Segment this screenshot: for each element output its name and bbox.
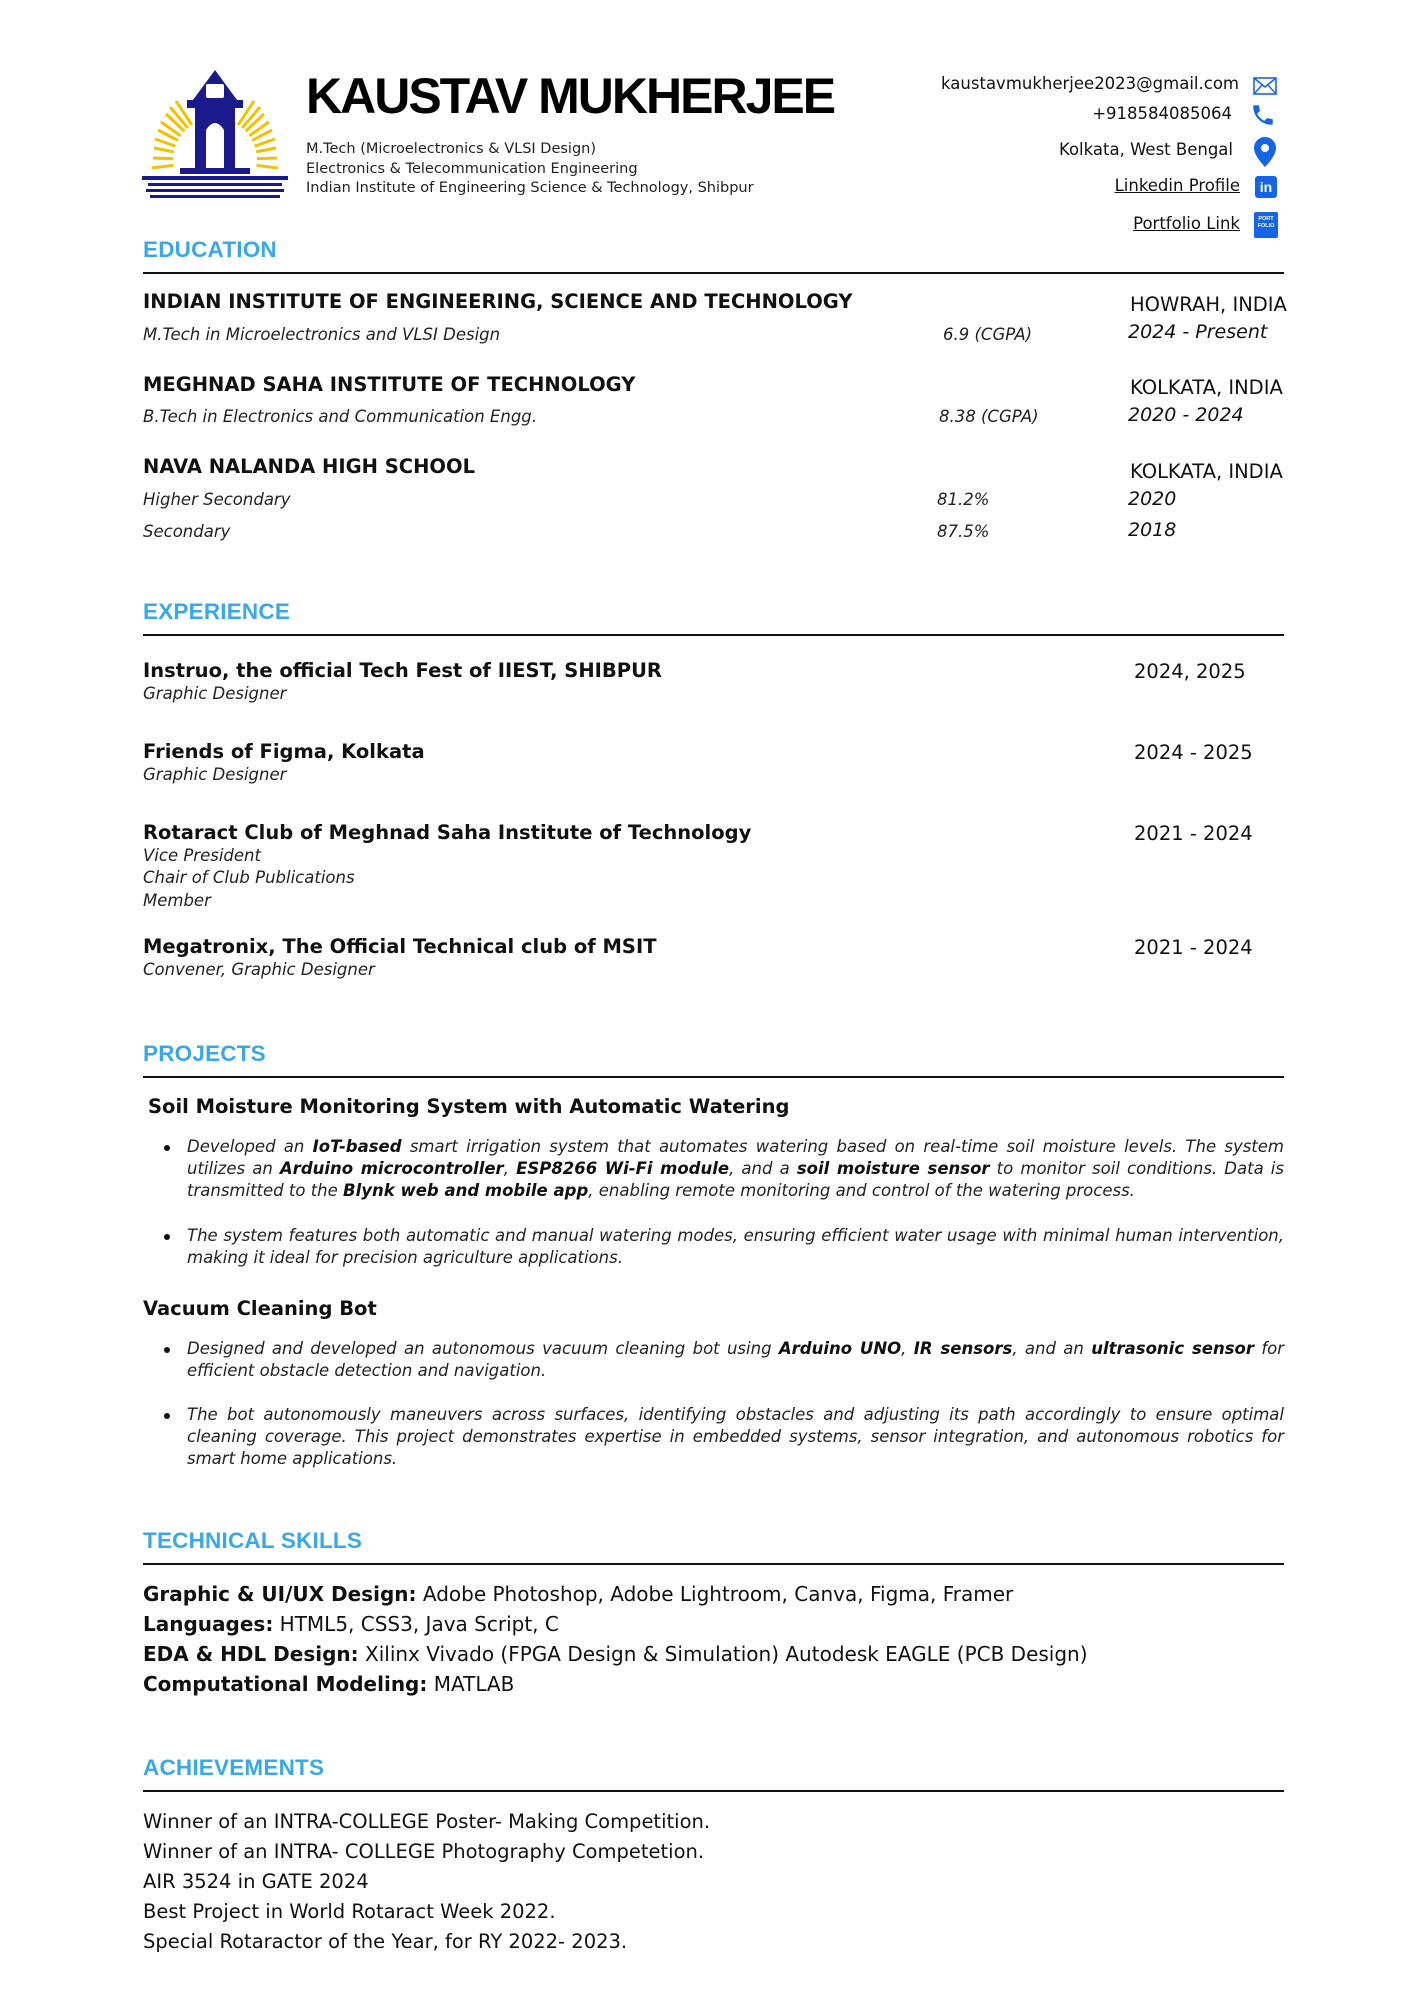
project-bullet bbox=[187, 1338, 1284, 1382]
edu-grade: 87.5% bbox=[937, 522, 990, 541]
exp-dates: 2024, 2025 bbox=[1134, 660, 1246, 683]
edu-years: 2018 bbox=[1128, 519, 1177, 541]
skill-value: MATLAB bbox=[427, 1672, 515, 1696]
email-text[interactable]: kaustavmukherjee2023@gmail.com bbox=[941, 74, 1239, 93]
bullet-text: Developed an bbox=[187, 1137, 313, 1156]
projects-heading: PROJECTS bbox=[143, 1041, 266, 1066]
edu-grade: 6.9 (CGPA) bbox=[943, 325, 1033, 344]
exp-role: Member bbox=[143, 891, 211, 910]
bullet-highlight: soil moisture sensor bbox=[796, 1159, 990, 1178]
bullet-text: for efficient obstacle detection and navigation. bbox=[187, 1339, 1285, 1380]
edu-institution: INDIAN INSTITUTE OF ENGINEERING, SCIENCE AND TECHNOLOGY bbox=[143, 290, 853, 313]
exp-organization: Friends of Figma, Kolkata bbox=[143, 740, 425, 763]
bullet-text: The system features both automatic and manual watering modes, ensuring efficient water usage with minimal human intervention, making it ideal for precision agriculture applications. bbox=[187, 1226, 1284, 1267]
bullet-text: smart irrigation system that automates watering based on real-time soil moisture levels. The system utilizes an bbox=[187, 1137, 1285, 1178]
bullet-highlight: ultrasonic sensor bbox=[1091, 1339, 1254, 1358]
experience-heading: EXPERIENCE bbox=[143, 599, 291, 624]
skill-label: Languages: bbox=[143, 1612, 274, 1636]
bullet-text: The bot autonomously maneuvers across surfaces, identifying obstacles and adjusting its path accordingly to ensure optimal cleaning coverage. This project demonstrates expertise in embedded systems, sensor integration, and autonomous robotics for smart home applications. bbox=[187, 1405, 1284, 1468]
edu-grade: 81.2% bbox=[937, 490, 990, 509]
edu-degree: Higher Secondary bbox=[143, 490, 291, 509]
edu-years: 2024 - Present bbox=[1128, 321, 1268, 343]
edu-years: 2020 - 2024 bbox=[1128, 404, 1244, 426]
edu-location: KOLKATA, INDIA bbox=[1130, 376, 1283, 399]
bullet-text: , bbox=[503, 1159, 517, 1178]
exp-role: Chair of Club Publications bbox=[143, 868, 355, 887]
achievement-item: Special Rotaractor of the Year, for RY 2022- 2023. bbox=[143, 1930, 628, 1953]
bullet-text: to monitor soil conditions. Data is transmitted to the bbox=[187, 1159, 1284, 1200]
skill-line bbox=[143, 1612, 559, 1636]
skill-value: Adobe Photoshop, Adobe Lightroom, Canva, Figma, Framer bbox=[416, 1582, 1014, 1606]
exp-role: Graphic Designer bbox=[143, 684, 287, 703]
skill-line bbox=[143, 1642, 1088, 1666]
exp-role: Graphic Designer bbox=[143, 765, 287, 784]
edu-degree: B.Tech in Electronics and Communication Engg. bbox=[143, 407, 538, 426]
achievements-heading: ACHIEVEMENTS bbox=[143, 1755, 325, 1780]
education-heading: EDUCATION bbox=[143, 237, 277, 262]
mail-icon bbox=[1253, 77, 1277, 95]
bullet-text: , bbox=[901, 1339, 914, 1358]
location-text: Kolkata, West Bengal bbox=[1058, 140, 1233, 159]
subtitle-department: Electronics & Telecommunication Engineering bbox=[306, 160, 638, 177]
exp-organization: Rotaract Club of Meghnad Saha Institute of Technology bbox=[143, 821, 752, 844]
project-bullet bbox=[187, 1225, 1284, 1269]
exp-dates: 2021 - 2024 bbox=[1134, 822, 1253, 845]
project-title: Vacuum Cleaning Bot bbox=[143, 1297, 377, 1320]
project-title: Soil Moisture Monitoring System with Automatic Watering bbox=[148, 1095, 790, 1118]
location-pin-icon bbox=[1254, 137, 1276, 167]
achievement-item: AIR 3524 in GATE 2024 bbox=[143, 1870, 369, 1893]
edu-grade: 8.38 (CGPA) bbox=[939, 407, 1039, 426]
bullet-highlight: Blynk web and mobile app bbox=[343, 1181, 589, 1200]
projects-divider bbox=[143, 1076, 1284, 1078]
skill-label: Graphic & UI/UX Design: bbox=[143, 1582, 417, 1606]
bullet-text: Designed and developed an autonomous vacuum cleaning bot using bbox=[187, 1339, 779, 1358]
edu-degree: M.Tech in Microelectronics and VLSI Design bbox=[143, 325, 501, 344]
linkedin-link[interactable]: Linkedin Profile bbox=[1114, 176, 1240, 195]
bullet-text: , and a bbox=[729, 1159, 797, 1178]
bullet-highlight: IoT-based bbox=[312, 1137, 402, 1156]
achievement-item: Winner of an INTRA-COLLEGE Poster- Making Competition. bbox=[143, 1810, 711, 1833]
bullet-highlight: IR sensors bbox=[913, 1339, 1013, 1358]
linkedin-icon[interactable]: in bbox=[1255, 176, 1277, 198]
edu-years: 2020 bbox=[1128, 488, 1177, 510]
exp-organization: Megatronix, The Official Technical club of MSIT bbox=[143, 935, 657, 958]
exp-dates: 2024 - 2025 bbox=[1134, 741, 1253, 764]
edu-location: HOWRAH, INDIA bbox=[1130, 293, 1287, 316]
exp-dates: 2021 - 2024 bbox=[1134, 936, 1253, 959]
phone-icon bbox=[1250, 102, 1276, 128]
bullet-text: , enabling remote monitoring and control of the watering process. bbox=[588, 1181, 1135, 1200]
portfolio-icon-text: PORT FOLIO bbox=[1257, 216, 1275, 229]
iiest-logo-icon bbox=[140, 60, 290, 210]
skill-line bbox=[143, 1672, 514, 1696]
header-subtitle bbox=[306, 140, 754, 199]
exp-role: Vice President bbox=[143, 846, 261, 865]
skills-divider bbox=[143, 1563, 1284, 1565]
edu-degree: Secondary bbox=[143, 522, 231, 541]
education-divider bbox=[143, 272, 1284, 274]
edu-institution: MEGHNAD SAHA INSTITUTE OF TECHNOLOGY bbox=[143, 373, 636, 396]
skill-label: EDA & HDL Design: bbox=[143, 1642, 359, 1666]
bullet-text: , and an bbox=[1012, 1339, 1092, 1358]
edu-institution: NAVA NALANDA HIGH SCHOOL bbox=[143, 455, 475, 478]
skill-value: Xilinx Vivado (FPGA Design & Simulation) Autodesk EAGLE (PCB Design) bbox=[358, 1642, 1088, 1666]
skill-label: Computational Modeling: bbox=[143, 1672, 428, 1696]
achievement-item: Best Project in World Rotaract Week 2022. bbox=[143, 1900, 556, 1923]
experience-divider bbox=[143, 634, 1284, 636]
skills-heading: TECHNICAL SKILLS bbox=[143, 1528, 363, 1553]
candidate-name: KAUSTAV MUKHERJEE bbox=[306, 68, 835, 124]
achievements-divider bbox=[143, 1790, 1284, 1792]
phone-text[interactable]: +918584085064 bbox=[1092, 104, 1232, 123]
achievement-item: Winner of an INTRA- COLLEGE Photography Competetion. bbox=[143, 1840, 705, 1863]
exp-organization: Instruo, the official Tech Fest of IIEST, SHIBPUR bbox=[143, 659, 662, 682]
portfolio-icon[interactable] bbox=[1254, 212, 1278, 238]
subtitle-institute: Indian Institute of Engineering Science & Technology, Shibpur bbox=[306, 180, 754, 196]
exp-role: Convener, Graphic Designer bbox=[143, 960, 375, 979]
subtitle-degree: M.Tech (Microelectronics & VLSI Design) bbox=[306, 141, 597, 157]
university-logo bbox=[140, 60, 290, 210]
skill-value: HTML5, CSS3, Java Script, C bbox=[273, 1612, 559, 1636]
edu-location: KOLKATA, INDIA bbox=[1130, 460, 1283, 483]
bullet-highlight: Arduino microcontroller bbox=[279, 1159, 504, 1178]
skill-line bbox=[143, 1582, 1013, 1606]
bullet-highlight: ESP8266 Wi-Fi module bbox=[516, 1159, 730, 1178]
project-bullet bbox=[187, 1404, 1284, 1470]
portfolio-link[interactable]: Portfolio Link bbox=[1133, 214, 1240, 233]
project-bullet bbox=[187, 1136, 1284, 1202]
bullet-highlight: Arduino UNO bbox=[778, 1339, 902, 1358]
